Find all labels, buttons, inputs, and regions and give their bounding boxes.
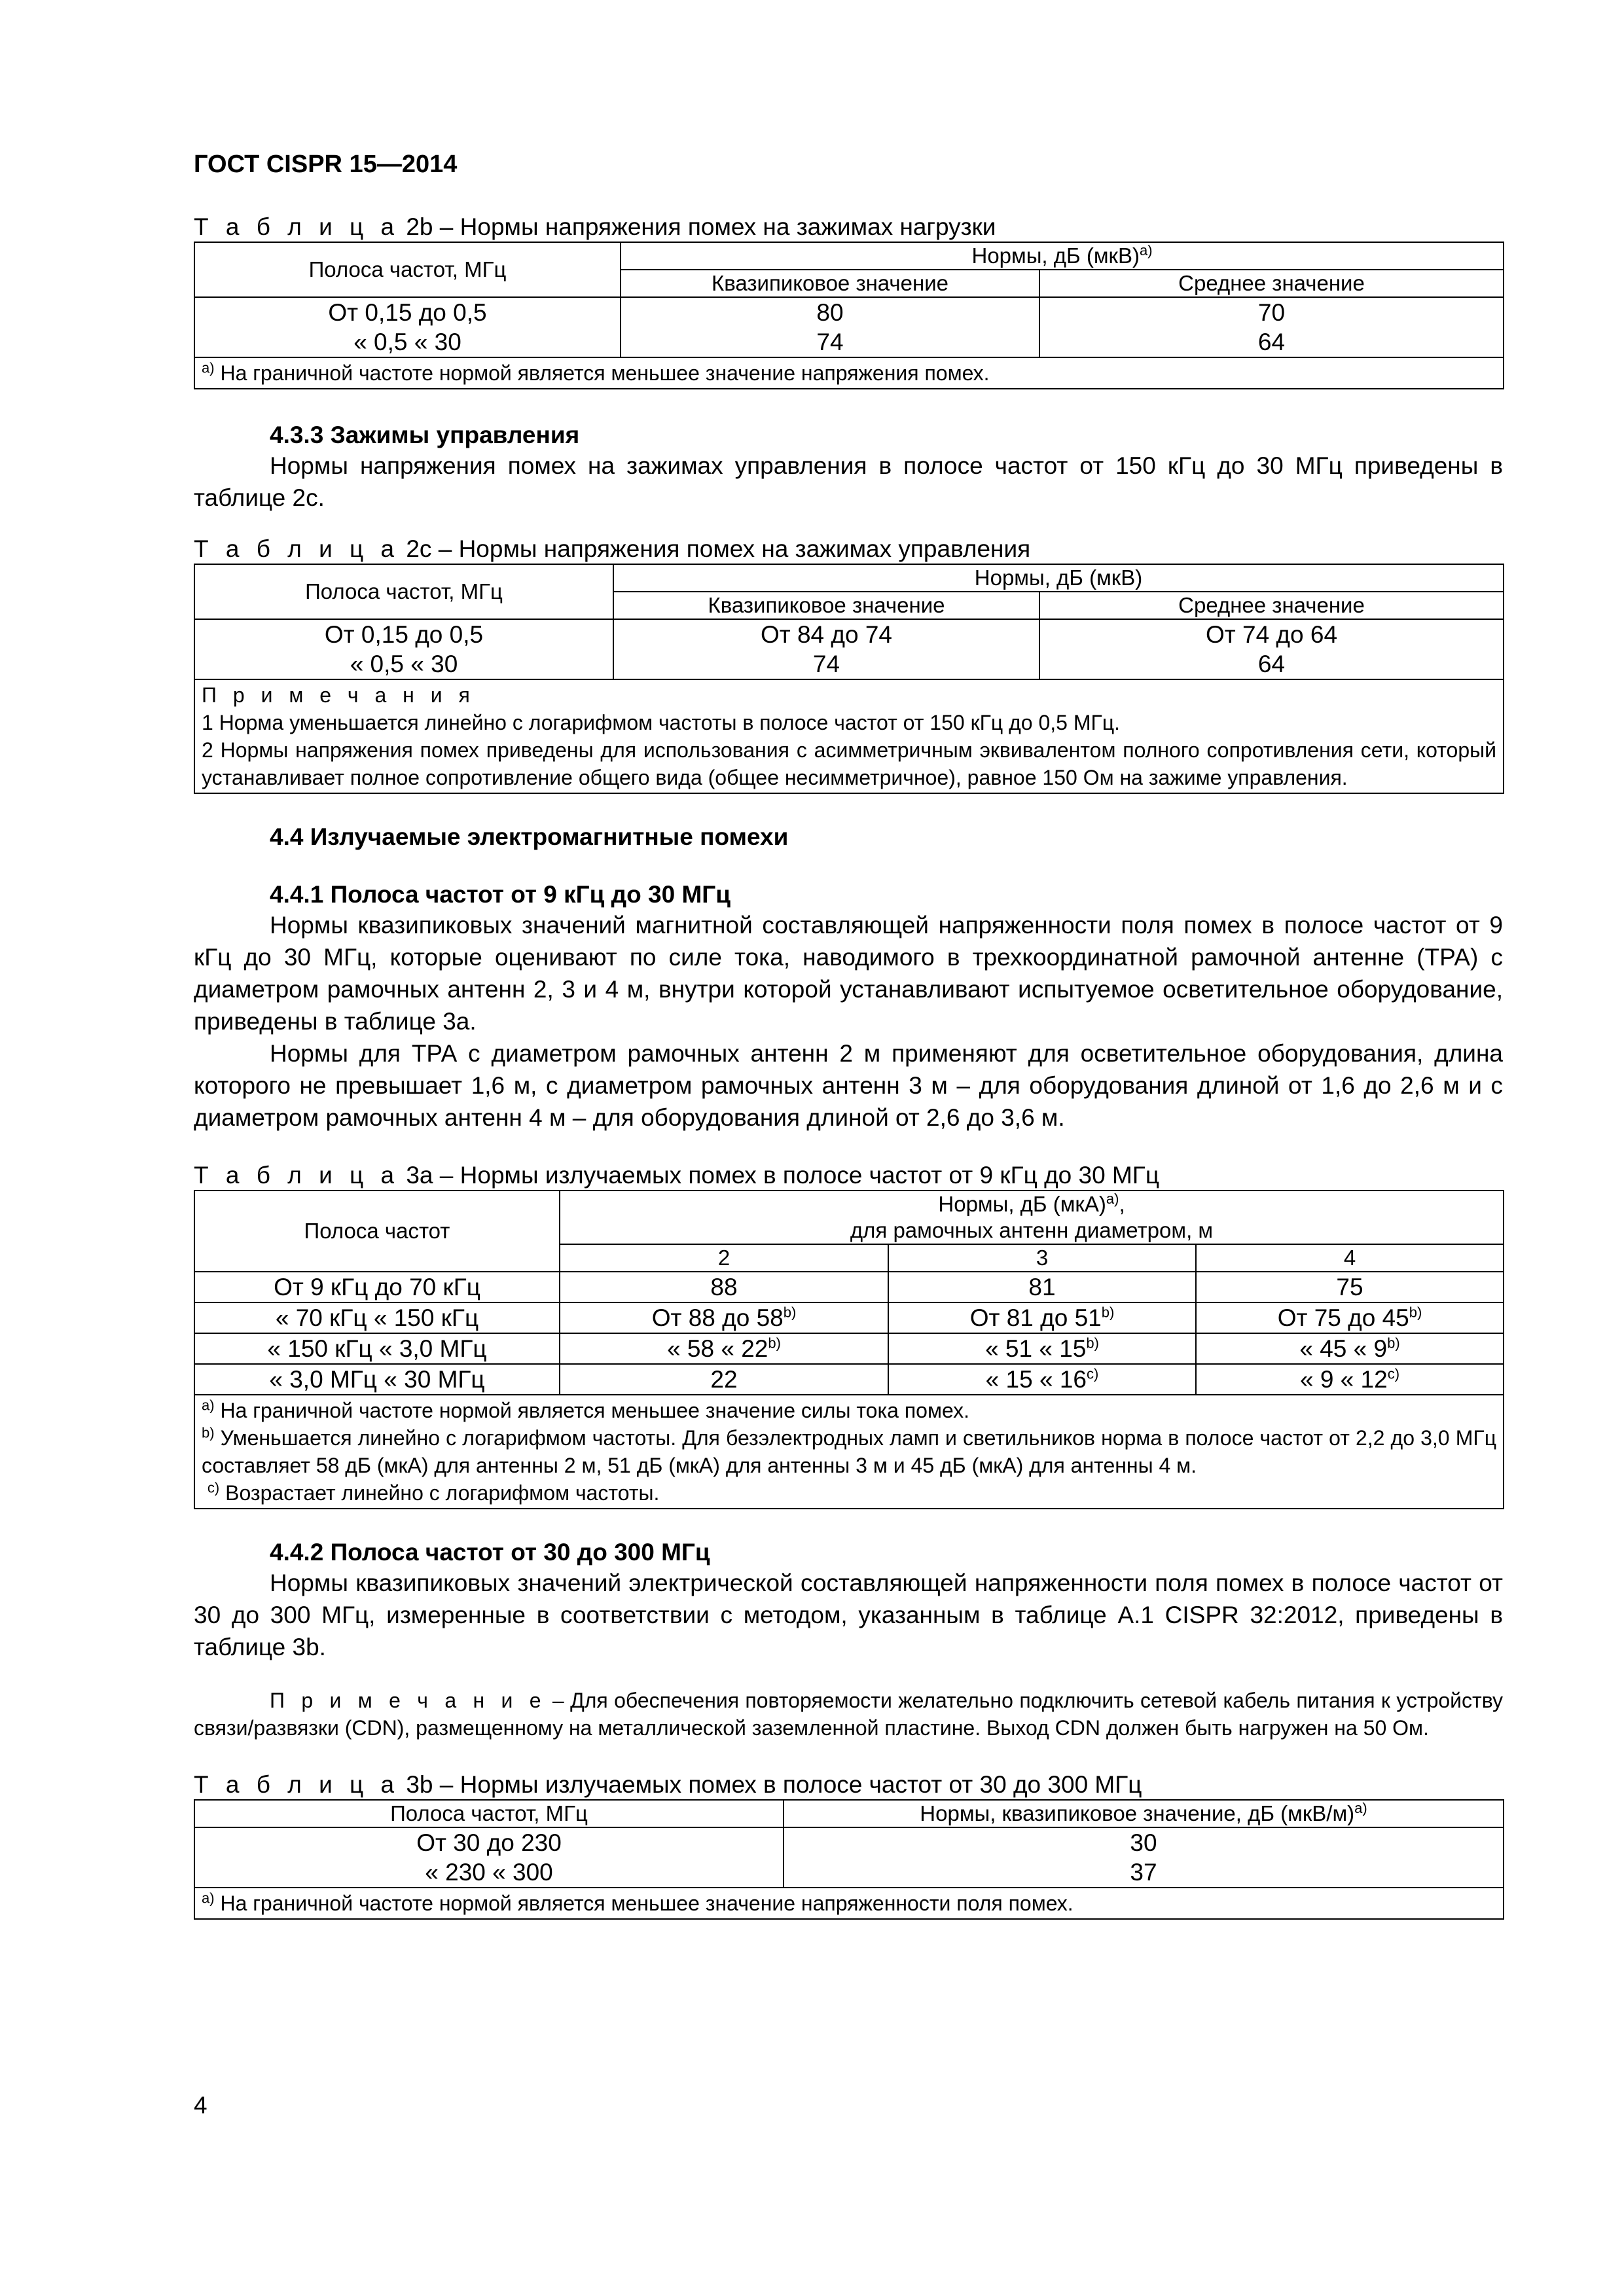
note-1: 1 Норма уменьшается линейно с логарифмом частоты в полосе частот от 150 кГц до 0,5 МГц. [202,711,1121,734]
table-3a-caption: Т а б л и ц а 3а – Нормы излучаемых помех в полосе частот от 9 кГц до 30 МГц [194,1162,1160,1189]
paragraph: Нормы для ТРА с диаметром рамочных антенн 2 м применяют для осветительное оборудования, длина которого не превышает 1,6 м, с диаметром рамочных антенн 3 м – для оборудования длиной от 1,6 до 2,6 м и с диаметром рамочных антенн 4 м – для оборудования длиной от 2,6 до 3,6 м. [194,1040,1503,1131]
column-header-quasi-peak: Квазипиковое значение [613,592,1039,619]
column-header-band: Полоса частот [194,1191,560,1272]
table-cell: От 81 до 51$^{b)}$ [888,1302,1196,1333]
table-footnote: $^{а)}$ На граничной частоте нормой является меньшее значение напряжения помех. [194,357,1504,389]
table-row [194,1333,1504,1364]
column-header-diameter-3: 3 [888,1244,1196,1272]
table-cell-average: 70 64 [1039,297,1504,357]
table-cell-band: « 3,0 МГц « 30 МГц [194,1364,560,1395]
table-footnotes [194,1395,1504,1509]
column-header-norms: Нормы, квазипиковое значение, дБ $(мкВ/м)^{а)}$ [784,1800,1504,1827]
footnote-b: $^{b)}$ Уменьшается линейно с логарифмом частоты. Для безэлектродных ламп и светильников норма в полосе частот от 2,2 до 3,0 МГц составляет 58 дБ (мкА) для антенны 2 м, 51 дБ (мкА) для антенны 3 м и 45 дБ (мкА) для антенны 4 м. [202,1424,1497,1477]
table-cell: « 58 « 22$^{b)}$ [560,1333,888,1364]
table-3b [194,1799,1504,1920]
table-cell-band: От 9 кГц до 70 кГц [194,1272,560,1302]
table-cell-band: От 30 до 230 « 230 « 300 [194,1827,784,1888]
table-2c [194,564,1504,794]
table-2c-caption: Т а б л и ц а 2с – Нормы напряжения помех на зажимах управления [194,535,1031,562]
column-header-norms: Нормы, дБ (мкВ) [613,564,1504,592]
note-2: 2 Нормы напряжения помех приведены для использования с асимметричным эквивалентом полного сопротивления сети, который устанавливает полное сопротивление общего вида (общее несимметричное), равное 150 Ом на зажиме управления. [202,738,1497,789]
table-cell-band: « 70 кГц « 150 кГц [194,1302,560,1333]
paragraph: Нормы квазипиковых значений электрической составляющей напряженности поля помех в полосе частот от 30 до 300 МГц, измеренные в соответствии с методом, указанным в таблице А.1 CISPR 32:2012, приведены в таблице 3b. [194,1570,1503,1660]
column-header-average: Среднее значение [1039,592,1504,619]
table-notes [194,679,1504,793]
table-cell-band: « 150 кГц « 3,0 МГц [194,1333,560,1364]
footnote-a: $^{а)}$ На граничной частоте нормой является меньшее значение силы тока помех. [202,1397,969,1422]
section-heading-4-4: 4.4 Излучаемые электромагнитные помехи [270,823,789,850]
table-cell-average: От 74 до 64 64 [1039,619,1504,679]
table-cell-band: От 0,15 до 0,5 « 0,5 « 30 [194,297,621,357]
table-cell: 88 [560,1272,888,1302]
table-cell-quasi-peak: От 84 до 74 74 [613,619,1039,679]
table-cell: « 51 « 15$^{b)}$ [888,1333,1196,1364]
note-paragraph: П р и м е ч а н и е – Для обеспечения повторяемости желательно подключить сетевой кабель питания к устройству связи/развязки (CDN), размещенному на металлической заземленной пластине. Выход CDN должен быть нагружен на 50 Ом. [194,1689,1504,1740]
column-header-quasi-peak: Квазипиковое значение [621,270,1039,297]
column-header-band: Полоса частот, МГц [194,1800,784,1827]
table-cell: 22 [560,1364,888,1395]
table-cell-value: 30 37 [784,1827,1504,1888]
table-cell: От 88 до 58$^{b)}$ [560,1302,888,1333]
column-header-norms: Нормы, дБ (мкВ)$^{а)}$ [621,242,1504,270]
table-cell: « 9 « 12$^{c)}$ [1196,1364,1504,1395]
section-heading-4-4-2: 4.4.2 Полоса частот от 30 до 300 МГц [270,1539,710,1566]
column-header-norms: Нормы, дБ (мкА)$^{а)}$, для рамочных антенн диаметром, м [560,1191,1504,1244]
column-header-diameter-2: 2 [560,1244,888,1272]
document-header: ГОСТ CISPR 15—2014 [194,151,458,178]
paragraph: Нормы квазипиковых значений магнитной составляющей напряженности поля помех в полосе частот от 9 кГц до 30 МГц, которые оценивают по силе тока, наводимого в трехкоординатной рамочной антенне (ТРА) с диаметром рамочных антенн 2, 3 и 4 м, внутри которой устанавливают испытуемое осветительное оборудование, приведены в таблице 3а. [194,912,1503,1035]
footnote-c: $^{c)}$ Возрастает линейно с логарифмом частоты. [207,1479,660,1505]
table-footnote: $^{а)}$ На граничной частоте нормой является меньшее значение напряженности поля помех. [194,1888,1504,1919]
table-3b-caption: Т а б л и ц а 3b – Нормы излучаемых помех в полосе частот от 30 до 300 МГц [194,1771,1142,1798]
section-heading-4-4-1: 4.4.1 Полоса частот от 9 кГц до 30 МГц [270,881,731,908]
table-2b-caption: Т а б л и ц а 2b – Нормы напряжения помех на зажимах нагрузки [194,213,996,240]
table-cell: 81 [888,1272,1196,1302]
page-number: 4 [194,2092,208,2119]
column-header-diameter-4: 4 [1196,1244,1504,1272]
section-heading-4-3-3: 4.3.3 Зажимы управления [270,422,580,448]
table-row [194,1302,1504,1333]
column-header-band: Полоса частот, МГц [194,564,613,619]
table-cell: 75 [1196,1272,1504,1302]
page [194,151,1503,1920]
table-cell-quasi-peak: 80 74 [621,297,1039,357]
table-3a [194,1190,1504,1509]
table-2b [194,242,1504,389]
table-cell: От 75 до 45$^{b)}$ [1196,1302,1504,1333]
column-header-band: Полоса частот, МГц [194,242,621,297]
table-cell: « 45 « 9$^{b)}$ [1196,1333,1504,1364]
notes-title: П р и м е ч а н и я [202,683,475,707]
table-cell: « 15 « 16$^{c)}$ [888,1364,1196,1395]
column-header-average: Среднее значение [1039,270,1504,297]
table-row [194,1272,1504,1302]
table-cell-band: От 0,15 до 0,5 « 0,5 « 30 [194,619,613,679]
table-row [194,1364,1504,1395]
paragraph: Нормы напряжения помех на зажимах управления в полосе частот от 150 кГц до 30 МГц приведены в таблице 2с. [194,452,1503,511]
